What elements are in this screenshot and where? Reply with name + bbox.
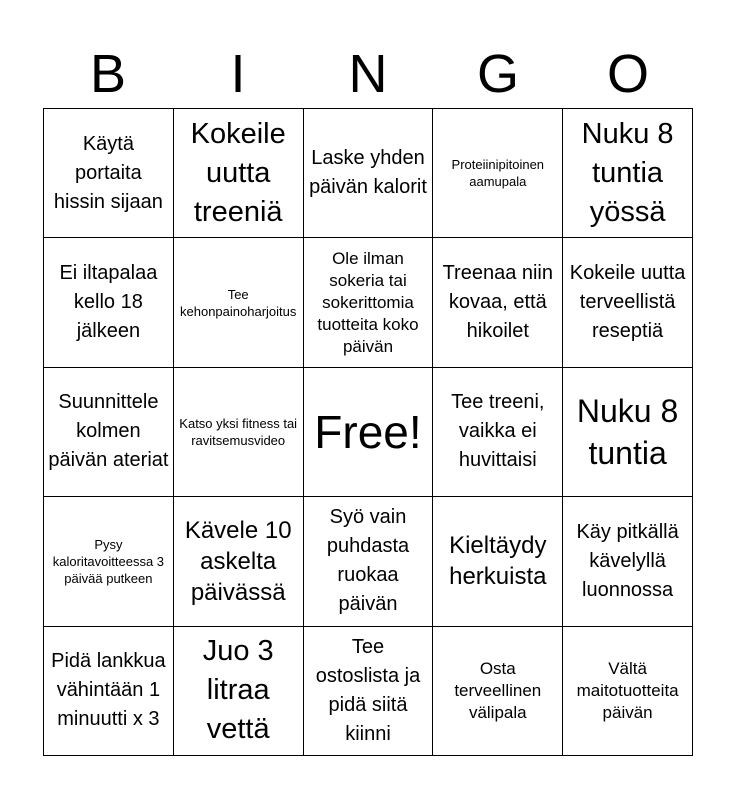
bingo-cell-r1-c4[interactable]: Proteiinipitoinen aamupala bbox=[433, 109, 563, 238]
bingo-cell-r2-c3[interactable]: Ole ilman sokeria tai sokerittomia tuotteita koko päivän bbox=[304, 238, 434, 367]
bingo-grid bbox=[43, 108, 693, 756]
bingo-cell-r5-c2[interactable]: Juo 3 litraa vettä bbox=[174, 627, 304, 756]
bingo-cell-r1-c1[interactable]: Käytä portaita hissin sijaan bbox=[44, 109, 174, 238]
bingo-cell-r4-c3[interactable]: Syö vain puhdasta ruokaa päivän bbox=[304, 497, 434, 626]
bingo-cell-r3-c2[interactable]: Katso yksi fitness tai ravitsemusvideo bbox=[174, 368, 304, 497]
bingo-cell-r3-c5[interactable]: Nuku 8 tuntia bbox=[563, 368, 693, 497]
bingo-cell-r2-c5[interactable]: Kokeile uutta terveellistä reseptiä bbox=[563, 238, 693, 367]
bingo-cell-r4-c5[interactable]: Käy pitkällä kävelyllä luonnossa bbox=[563, 497, 693, 626]
bingo-cell-r5-c3[interactable]: Tee ostoslista ja pidä siitä kiinni bbox=[304, 627, 434, 756]
bingo-cell-r5-c4[interactable]: Osta terveellinen välipala bbox=[433, 627, 563, 756]
bingo-cell-r2-c2[interactable]: Tee kehonpainoharjoitus bbox=[174, 238, 304, 367]
bingo-cell-r1-c3[interactable]: Laske yhden päivän kalorit bbox=[304, 109, 434, 238]
header-letter-o: O bbox=[606, 44, 649, 104]
header-letter-b: B bbox=[89, 44, 127, 104]
bingo-cell-r4-c4[interactable]: Kieltäydy herkuista bbox=[433, 497, 563, 626]
bingo-cell-r3-c1[interactable]: Suunnittele kolmen päivän ateriat bbox=[44, 368, 174, 497]
bingo-cell-r2-c1[interactable]: Ei iltapalaa kello 18 jälkeen bbox=[44, 238, 174, 367]
bingo-free-cell[interactable]: Free! bbox=[304, 368, 434, 497]
header-letter-g: G bbox=[476, 44, 519, 104]
bingo-cell-r5-c5[interactable]: Vältä maitotuotteita päivän bbox=[563, 627, 693, 756]
header-letter-i: I bbox=[230, 44, 246, 104]
bingo-cell-r2-c4[interactable]: Treenaa niin kovaa, että hikoilet bbox=[433, 238, 563, 367]
bingo-cell-r3-c4[interactable]: Tee treeni, vaikka ei huvittaisi bbox=[433, 368, 563, 497]
bingo-cell-r1-c2[interactable]: Kokeile uutta treeniä bbox=[174, 109, 304, 238]
bingo-cell-r1-c5[interactable]: Nuku 8 tuntia yössä bbox=[563, 109, 693, 238]
header-letter-n: N bbox=[348, 44, 388, 104]
bingo-cell-r4-c1[interactable]: Pysy kaloritavoitteessa 3 päivää putkeen bbox=[44, 497, 174, 626]
bingo-cell-r5-c1[interactable]: Pidä lankkua vähintään 1 minuutti x 3 bbox=[44, 627, 174, 756]
bingo-header bbox=[43, 40, 693, 108]
bingo-cell-r4-c2[interactable]: Kävele 10 askelta päivässä bbox=[174, 497, 304, 626]
